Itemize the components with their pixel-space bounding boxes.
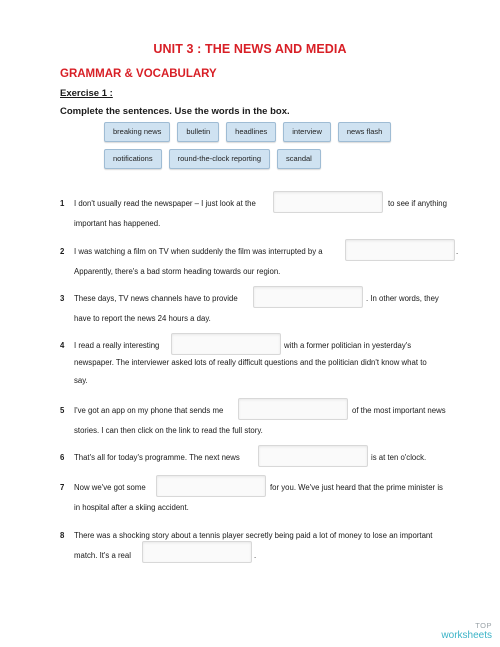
sentence-text: to see if anything [388,199,447,208]
question-5 [60,404,470,444]
sentence-text: I read a really interesting [74,341,160,350]
sentence-text: . [456,247,459,256]
sentence-text: say. [74,376,88,385]
word-chip[interactable]: round-the-clock reporting [169,149,270,169]
word-chip[interactable]: news flash [338,122,391,142]
sentence-text: newspaper. The interviewer asked lots of really difficult questions and the politician didn't know what to [74,358,427,367]
answer-drop-zone[interactable] [238,398,348,420]
question-number: 7 [60,483,65,492]
word-chip[interactable]: scandal [277,149,321,169]
question-1 [60,197,470,237]
page-title: UNIT 3 : THE NEWS AND MEDIA [153,42,347,56]
answer-drop-zone[interactable] [345,239,455,261]
sentence-text: I was watching a film on TV when suddenly the film was interrupted by a [74,247,323,256]
sentence-text: of the most important news [352,406,446,415]
instructions: Complete the sentences. Use the words in the box. [60,106,290,117]
answer-drop-zone[interactable] [273,191,383,213]
answer-drop-zone[interactable] [142,541,252,563]
sentence-text: Apparently, there's a bad storm heading towards our region. [74,267,281,276]
sentence-text: stories. I can then click on the link to read the full story. [74,426,263,435]
word-box [104,122,416,169]
sentence-text: There was a shocking story about a tennis player secretly being paid a lot of money to lose an important [74,531,433,540]
question-4 [60,339,470,391]
word-chip[interactable]: bulletin [177,122,219,142]
word-chip[interactable]: interview [283,122,331,142]
sentence-text: I don't usually read the newspaper – I just look at the [74,199,256,208]
question-number: 2 [60,247,65,256]
sentence-text: That's all for today's programme. The next news [74,453,240,462]
sentence-text: have to report the news 24 hours a day. [74,314,211,323]
word-chip[interactable]: headlines [226,122,276,142]
answer-drop-zone[interactable] [156,475,266,497]
sentence-text: important has happened. [74,219,161,228]
sentence-text: These days, TV news channels have to provide [74,294,238,303]
sentence-text: is at ten o'clock. [371,453,427,462]
question-7 [60,481,470,521]
section-heading: GRAMMAR & VOCABULARY [60,68,217,80]
question-number: 5 [60,406,65,415]
question-number: 8 [60,531,65,540]
answer-drop-zone[interactable] [258,445,368,467]
sentence-text: match. It's a real [74,551,131,560]
sentence-text: with a former politician in yesterday's [284,341,412,350]
question-number: 4 [60,341,65,350]
question-6 [60,451,470,471]
exercise-label: Exercise 1 : [60,88,113,99]
sentence-text: I've got an app on my phone that sends me [74,406,224,415]
word-chip[interactable]: notifications [104,149,162,169]
sentence-text: Now we've got some [74,483,146,492]
sentence-text: . In other words, they [366,294,439,303]
question-2 [60,245,470,285]
question-number: 1 [60,199,65,208]
sentence-text: in hospital after a skiing accident. [74,503,189,512]
question-8 [60,529,470,569]
answer-drop-zone[interactable] [171,333,281,355]
answer-drop-zone[interactable] [253,286,363,308]
logo-top-text: TOP [475,621,492,630]
question-number: 6 [60,453,65,462]
question-3 [60,292,470,332]
sentence-text: . [254,551,257,560]
logo-bottom-text: worksheets [441,630,492,641]
sentence-text: for you. We've just heard that the prime minister is [270,483,443,492]
top-worksheets-logo [441,621,492,641]
word-chip[interactable]: breaking news [104,122,170,142]
question-number: 3 [60,294,65,303]
